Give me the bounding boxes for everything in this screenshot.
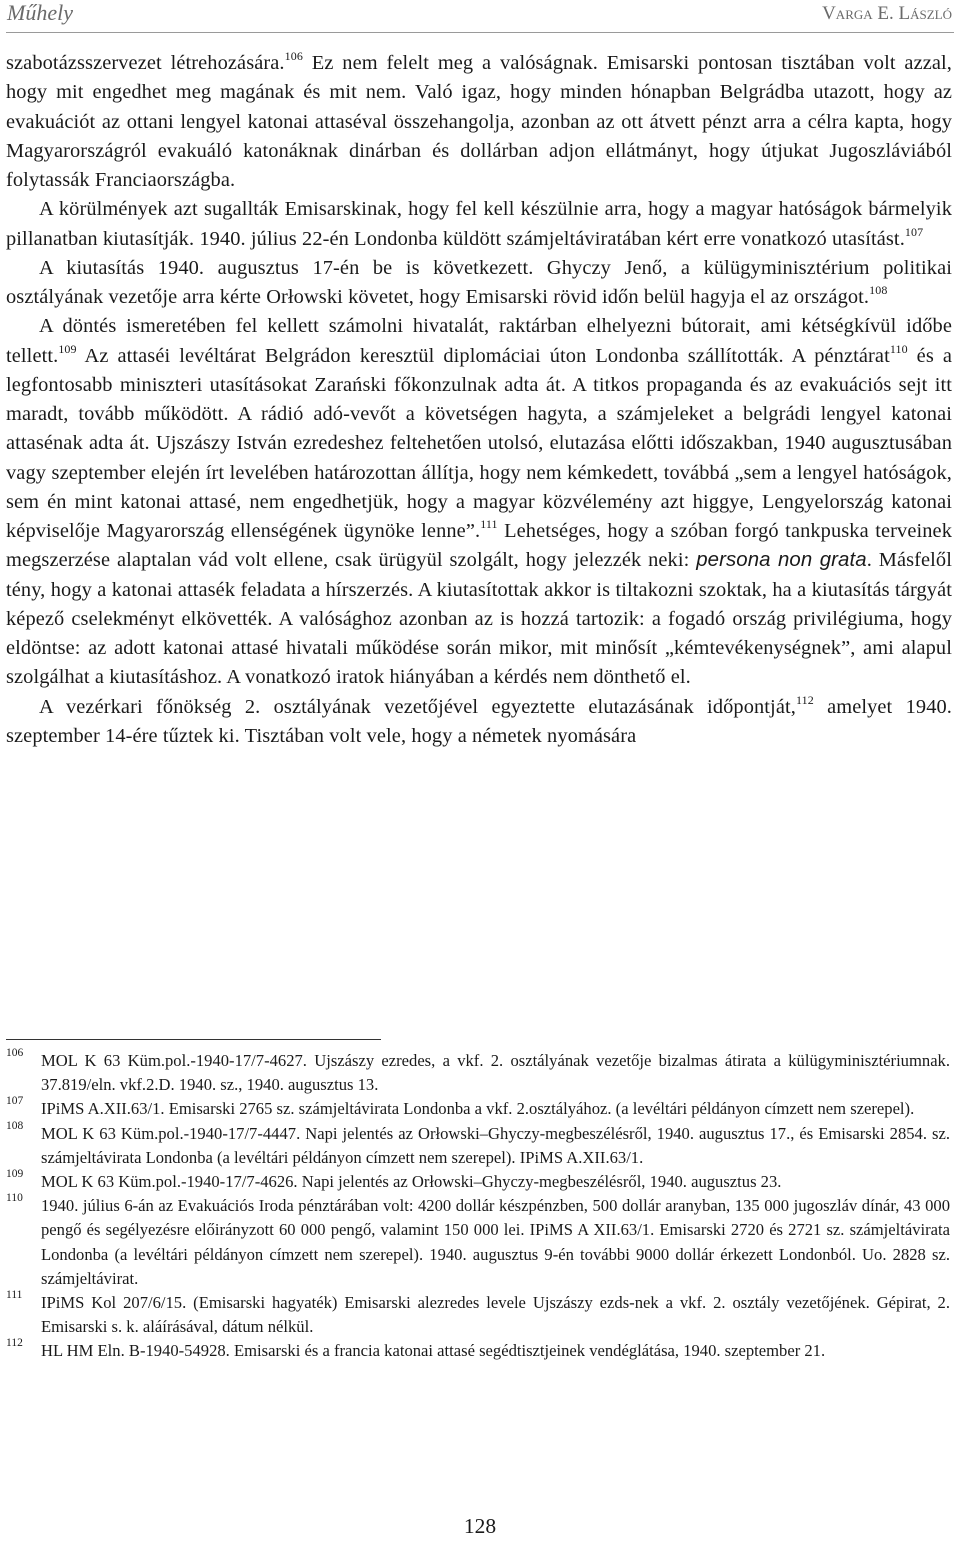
italic-phrase: persona non grata	[696, 549, 867, 572]
footnote-ref-112[interactable]: 112	[795, 692, 814, 707]
footnote-108	[6, 1119, 950, 1170]
footnote-ref-106[interactable]: 106	[284, 49, 303, 63]
paragraph-text: szabotázsszervezet létrehozására.	[6, 52, 285, 74]
paragraph-text: amelyet 1940. szeptember 14-ére tűztek ki. Tisztában volt vele, hogy a németek nyomására	[6, 695, 952, 747]
footnote-number: 108	[6, 1119, 24, 1132]
paragraph-text: A kiutasítás 1940. augusztus 17-én be is következett. Ghyczy Jenő, a külügyminisztérium politikai osztályának vezetője arra kérte Orłowski követet, hogy Emisarski rövid időn belül hagyja el az országot.	[6, 256, 952, 308]
footnote-text: MOL K 63 Küm.pol.-1940-17/7-4627. Ujszászy ezredes, a vkf. 2. osztályának vezetője bizalmas átirata a külügyminisztériumnak. 37.819/eln. vkf.2.D. 1940. sz., 1940. augusztus 13.	[41, 1051, 950, 1095]
paragraph-text: . Másfelől tény, hogy a katonai attasék feladata a hírszerzés. A kiutasítottak akkor is tiltakozni szoktak, ha a kiutasítás tárgyát képező cselekményt elkövették. A valósághoz azonban az is hozzá tartozik: a fogadó ország privilégiuma, hogy eldöntse: az adott katonai attasé hivatali működése során mikor, mit minősít „kémtevékenységnek”, ami alapul szolgálhat a kiutasításhoz. A vonatkozó iratok hiányában a kérdés nem dönthető el.	[6, 549, 952, 689]
footnote-ref-111[interactable]: 111	[480, 517, 498, 531]
paragraph-text: A vezérkari főnökség 2. osztályának vezetőjével egyeztette elutazásának időpontját,	[39, 695, 796, 718]
paragraph-text: Az attaséi levéltárat Belgrádon keresztül diplomáciai úton Londonba szállították. A pénztárat	[76, 344, 890, 367]
paragraph-1	[6, 49, 952, 195]
footnote-separator	[6, 1039, 381, 1040]
footnote-ref-107[interactable]: 107	[904, 224, 924, 239]
paragraph-text: Lehetséges, hogy a szóban forgó tankpuska terveinek megszerzése alaptalan vád volt ellene, csak ürügyül szolgált, hogy jelezzék neki:	[6, 520, 952, 572]
footnote-106	[6, 1049, 950, 1097]
paragraph-2	[6, 195, 952, 254]
footnote-109	[6, 1170, 950, 1194]
section-title: Műhely	[7, 0, 73, 25]
footnote-112	[6, 1339, 950, 1363]
paragraph-text: Ez nem felelt meg a valóságnak. Emisarski pontosan tisztában volt azzal, hogy mit engedhet meg magának és mit nem. Való igaz, hogy minden hónapban Belgrádba utazott, hogy az evakuációt az ottani lengyel katonai attaséval összehangolja, azonban az ott átvett pénzt arra a célra kapta, hogy Magyarországról evakuáló katonáknak dinárban és dollárban adjon ellátmányt, hogy útjukat Jugoszláviából folytassák Franciaországba.	[6, 52, 952, 191]
footnote-text: IPiMS Kol 207/6/15. (Emisarski hagyaték) Emisarski alezredes levele Ujszászy ezds-nek a vkf. 2. osztály vezetőjének. Gépirat, 2. Emisarski s. k. aláírásával, dátum nélkül.	[41, 1293, 950, 1337]
footnote-number: 112	[6, 1337, 23, 1350]
paragraph-text: A döntés ismeretében fel kellett számolni hivatalát, raktárban elhelyezni bútorait, ami kétségkívül időbe tellett.	[6, 315, 952, 367]
footnote-number: 110	[6, 1192, 23, 1205]
page-number: 128	[463, 1514, 497, 1538]
footnote-number: 106	[6, 1047, 24, 1059]
footnote-ref-108[interactable]: 108	[869, 283, 888, 297]
paragraph-text: A körülmények azt sugallták Emisarskinak, hogy fel kell készülnie arra, hogy a magyar hatóságok bármelyik pillanatban kiutasítják. 1940. július 22-én Londonba küldött számjeltáviratában kért erre vonatkozó utasítást.	[6, 198, 952, 250]
author-name: Varga E. László	[822, 3, 952, 24]
footnotes	[6, 1049, 950, 1364]
footnote-text: HL HM Eln. B-1940-54928. Emisarski és a francia katonai attasé segédtisztjeinek vendéglátása, 1940. szeptember 21.	[41, 1341, 826, 1361]
footnote-text: MOL K 63 Küm.pol.-1940-17/7-4447. Napi jelentés az Orłowski–Ghyczy-megbeszélésről, 1940. augusztus 17., és Emisarski 2854. sz. számjeltávirata Londonba (a levéltári példányon címzett nem szerepel). IPiMS A.XII.63/1.	[41, 1123, 950, 1167]
running-header	[7, 0, 952, 30]
footnote-number: 111	[6, 1289, 23, 1302]
body-text	[6, 49, 952, 751]
paragraph-text: és a legfontosabb miniszteri utasításokat Zarański főkonzulnak adta át. A titkos propaganda és az evakuációs sejt itt maradt, tovább működött. A rádió adó-vevőt a követségen hagyta, a számjeleket a belgrádi lengyel katonai attasénak adta át. Ujszászy István ezredeshez feltehetően utolsó, elutazása előtti időszakban, 1940 augusztusában vagy szeptember elején írt levelében határozottan állítja, hogy nem kémkedett, továbbá „sem a lengyel hatóságok, sem én mint katonai attasé, nem engedhetjük, hogy a magyar közvélemény azt higgye, Lengyelország katonai képviselője Magyarország ellenségének ügynöke lenne”.	[6, 344, 952, 542]
footnote-ref-109[interactable]: 109	[58, 341, 77, 356]
header-rule	[6, 32, 954, 33]
footnote-111	[6, 1291, 950, 1339]
footnote-107	[6, 1097, 950, 1121]
footnote-110	[6, 1194, 950, 1291]
footnote-number: 109	[6, 1168, 24, 1181]
paragraph-5	[6, 693, 952, 752]
footnote-ref-110[interactable]: 110	[889, 341, 908, 356]
footnote-number: 107	[6, 1095, 24, 1108]
paragraph-3	[6, 254, 952, 313]
footnote-text: MOL K 63 Küm.pol.-1940-17/7-4626. Napi jelentés az Orłowski–Ghyczy-megbeszélésről, 1940. augusztus 23.	[41, 1172, 782, 1192]
footnote-text: IPiMS A.XII.63/1. Emisarski 2765 sz. számjeltávirata Londonba a vkf. 2.osztályához. (a levéltári példányon címzett nem szerepel).	[41, 1099, 915, 1119]
paragraph-4	[6, 312, 952, 692]
footnote-text: 1940. július 6-án az Evakuációs Iroda pénztárában volt: 4200 dollár készpénzben, 500 dollár aranyban, 135 000 jugoszláv dínár, 43 000 pengő és segélyezésre előirányzott 60 000 pengő, valamint 150 000 lei. IPiMS A XII.63/1. Emisarski 2720 és 2721 sz. számjeltávirata Londonba (a levéltári példányon címzett nem szerepel). 1940. augusztus 9-én további 9000 dollár érkezett Londonból. Uo. 2828 sz. számjeltávirat.	[41, 1196, 950, 1288]
